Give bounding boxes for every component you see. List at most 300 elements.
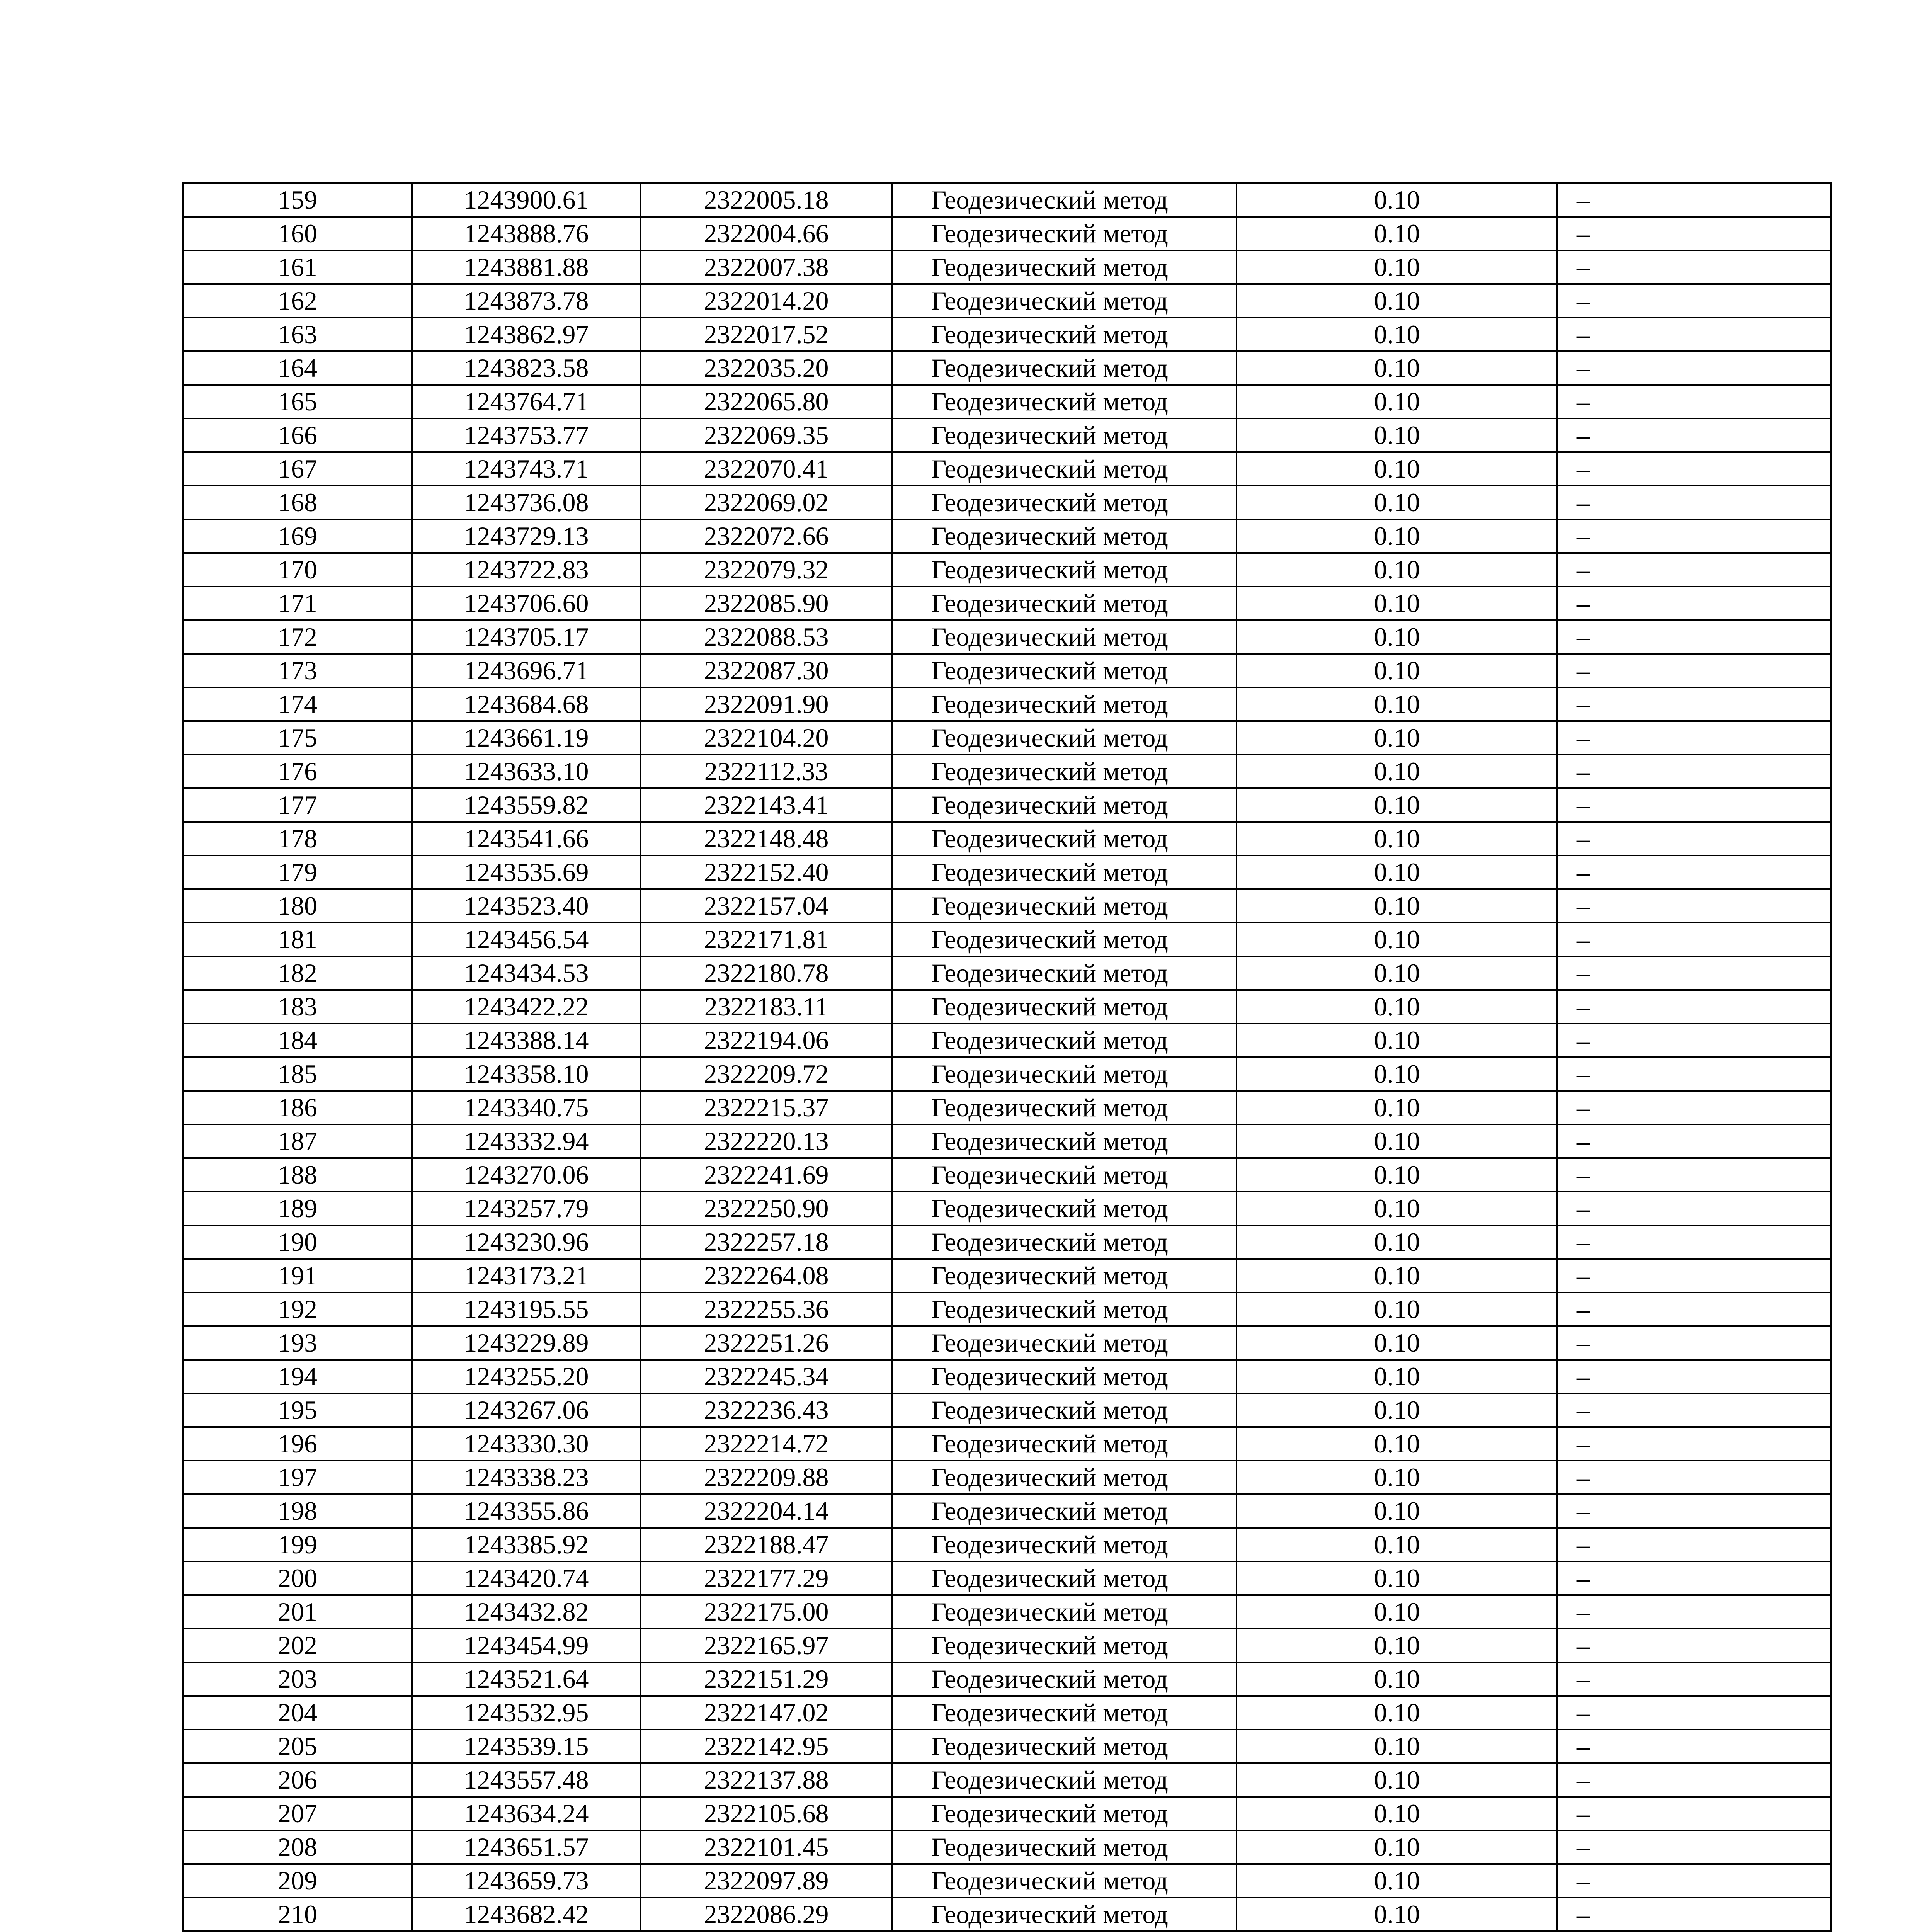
- note-cell: –: [1557, 654, 1831, 687]
- table-row: [183, 1326, 1831, 1360]
- method-cell: Геодезический метод: [892, 318, 1237, 351]
- note-cell: –: [1557, 1393, 1831, 1427]
- y-coordinate-cell: 2322065.80: [641, 385, 892, 418]
- point-number-cell: 196: [183, 1427, 412, 1461]
- note-cell: –: [1557, 1662, 1831, 1696]
- table-row: [183, 1360, 1831, 1393]
- x-coordinate-cell: 1243823.58: [412, 351, 641, 385]
- x-coordinate-cell: 1243229.89: [412, 1326, 641, 1360]
- note-cell: –: [1557, 889, 1831, 923]
- method-cell: Геодезический метод: [892, 1763, 1237, 1797]
- x-coordinate-cell: 1243705.17: [412, 620, 641, 654]
- point-number-cell: 190: [183, 1225, 412, 1259]
- table-row: [183, 486, 1831, 519]
- table-row: [183, 1259, 1831, 1293]
- x-coordinate-cell: 1243535.69: [412, 855, 641, 889]
- note-cell: –: [1557, 284, 1831, 318]
- y-coordinate-cell: 2322251.26: [641, 1326, 892, 1360]
- x-coordinate-cell: 1243532.95: [412, 1696, 641, 1730]
- table-row: [183, 1730, 1831, 1763]
- y-coordinate-cell: 2322070.41: [641, 452, 892, 486]
- accuracy-cell: 0.10: [1237, 990, 1557, 1024]
- x-coordinate-cell: 1243736.08: [412, 486, 641, 519]
- y-coordinate-cell: 2322014.20: [641, 284, 892, 318]
- y-coordinate-cell: 2322088.53: [641, 620, 892, 654]
- note-cell: –: [1557, 1461, 1831, 1494]
- note-cell: –: [1557, 1057, 1831, 1091]
- table-row: [183, 1124, 1831, 1158]
- note-cell: –: [1557, 318, 1831, 351]
- y-coordinate-cell: 2322245.34: [641, 1360, 892, 1393]
- y-coordinate-cell: 2322147.02: [641, 1696, 892, 1730]
- table-row: [183, 956, 1831, 990]
- y-coordinate-cell: 2322085.90: [641, 587, 892, 620]
- y-coordinate-cell: 2322091.90: [641, 687, 892, 721]
- point-number-cell: 187: [183, 1124, 412, 1158]
- point-number-cell: 181: [183, 923, 412, 956]
- y-coordinate-cell: 2322175.00: [641, 1595, 892, 1629]
- note-cell: –: [1557, 1595, 1831, 1629]
- accuracy-cell: 0.10: [1237, 1057, 1557, 1091]
- method-cell: Геодезический метод: [892, 1393, 1237, 1427]
- x-coordinate-cell: 1243888.76: [412, 217, 641, 250]
- table-row: [183, 1898, 1831, 1931]
- method-cell: Геодезический метод: [892, 553, 1237, 587]
- note-cell: –: [1557, 620, 1831, 654]
- y-coordinate-cell: 2322142.95: [641, 1730, 892, 1763]
- x-coordinate-cell: 1243764.71: [412, 385, 641, 418]
- note-cell: –: [1557, 1629, 1831, 1662]
- point-number-cell: 164: [183, 351, 412, 385]
- y-coordinate-cell: 2322183.11: [641, 990, 892, 1024]
- table-row: [183, 1662, 1831, 1696]
- accuracy-cell: 0.10: [1237, 1225, 1557, 1259]
- accuracy-cell: 0.10: [1237, 351, 1557, 385]
- accuracy-cell: 0.10: [1237, 788, 1557, 822]
- accuracy-cell: 0.10: [1237, 1024, 1557, 1057]
- method-cell: Геодезический метод: [892, 923, 1237, 956]
- method-cell: Геодезический метод: [892, 587, 1237, 620]
- method-cell: Геодезический метод: [892, 1629, 1237, 1662]
- method-cell: Геодезический метод: [892, 1158, 1237, 1192]
- y-coordinate-cell: 2322017.52: [641, 318, 892, 351]
- method-cell: Геодезический метод: [892, 1091, 1237, 1124]
- x-coordinate-cell: 1243432.82: [412, 1595, 641, 1629]
- accuracy-cell: 0.10: [1237, 1696, 1557, 1730]
- method-cell: Геодезический метод: [892, 1830, 1237, 1864]
- method-cell: Геодезический метод: [892, 1494, 1237, 1528]
- point-number-cell: 159: [183, 183, 412, 217]
- method-cell: Геодезический метод: [892, 486, 1237, 519]
- table-row: [183, 553, 1831, 587]
- table-row: [183, 1561, 1831, 1595]
- table-row: [183, 1629, 1831, 1662]
- method-cell: Геодезический метод: [892, 183, 1237, 217]
- y-coordinate-cell: 2322209.72: [641, 1057, 892, 1091]
- note-cell: –: [1557, 1024, 1831, 1057]
- x-coordinate-cell: 1243729.13: [412, 519, 641, 553]
- note-cell: –: [1557, 1528, 1831, 1561]
- accuracy-cell: 0.10: [1237, 217, 1557, 250]
- y-coordinate-cell: 2322112.33: [641, 755, 892, 788]
- table-row: [183, 1393, 1831, 1427]
- note-cell: –: [1557, 1225, 1831, 1259]
- y-coordinate-cell: 2322171.81: [641, 923, 892, 956]
- note-cell: –: [1557, 687, 1831, 721]
- note-cell: –: [1557, 1494, 1831, 1528]
- note-cell: –: [1557, 1360, 1831, 1393]
- method-cell: Геодезический метод: [892, 284, 1237, 318]
- point-number-cell: 198: [183, 1494, 412, 1528]
- point-number-cell: 165: [183, 385, 412, 418]
- y-coordinate-cell: 2322069.02: [641, 486, 892, 519]
- point-number-cell: 173: [183, 654, 412, 687]
- note-cell: –: [1557, 956, 1831, 990]
- note-cell: –: [1557, 1898, 1831, 1931]
- x-coordinate-cell: 1243355.86: [412, 1494, 641, 1528]
- accuracy-cell: 0.10: [1237, 318, 1557, 351]
- note-cell: –: [1557, 1259, 1831, 1293]
- accuracy-cell: 0.10: [1237, 1528, 1557, 1561]
- method-cell: Геодезический метод: [892, 1293, 1237, 1326]
- point-number-cell: 176: [183, 755, 412, 788]
- x-coordinate-cell: 1243338.23: [412, 1461, 641, 1494]
- point-number-cell: 177: [183, 788, 412, 822]
- note-cell: –: [1557, 990, 1831, 1024]
- table-row: [183, 889, 1831, 923]
- accuracy-cell: 0.10: [1237, 452, 1557, 486]
- accuracy-cell: 0.10: [1237, 587, 1557, 620]
- table-row: [183, 1091, 1831, 1124]
- method-cell: Геодезический метод: [892, 1461, 1237, 1494]
- x-coordinate-cell: 1243230.96: [412, 1225, 641, 1259]
- note-cell: –: [1557, 1864, 1831, 1898]
- point-number-cell: 183: [183, 990, 412, 1024]
- accuracy-cell: 0.10: [1237, 889, 1557, 923]
- x-coordinate-cell: 1243270.06: [412, 1158, 641, 1192]
- y-coordinate-cell: 2322264.08: [641, 1259, 892, 1293]
- table-row: [183, 250, 1831, 284]
- x-coordinate-cell: 1243255.20: [412, 1360, 641, 1393]
- x-coordinate-cell: 1243873.78: [412, 284, 641, 318]
- accuracy-cell: 0.10: [1237, 1561, 1557, 1595]
- method-cell: Геодезический метод: [892, 1124, 1237, 1158]
- accuracy-cell: 0.10: [1237, 486, 1557, 519]
- accuracy-cell: 0.10: [1237, 1158, 1557, 1192]
- table-row: [183, 1797, 1831, 1830]
- point-number-cell: 186: [183, 1091, 412, 1124]
- table-row: [183, 1763, 1831, 1797]
- x-coordinate-cell: 1243651.57: [412, 1830, 641, 1864]
- note-cell: –: [1557, 1192, 1831, 1225]
- y-coordinate-cell: 2322148.48: [641, 822, 892, 855]
- table-row: [183, 1225, 1831, 1259]
- point-number-cell: 169: [183, 519, 412, 553]
- point-number-cell: 161: [183, 250, 412, 284]
- x-coordinate-cell: 1243684.68: [412, 687, 641, 721]
- x-coordinate-cell: 1243862.97: [412, 318, 641, 351]
- table-row: [183, 284, 1831, 318]
- point-number-cell: 200: [183, 1561, 412, 1595]
- method-cell: Геодезический метод: [892, 351, 1237, 385]
- accuracy-cell: 0.10: [1237, 1461, 1557, 1494]
- x-coordinate-cell: 1243454.99: [412, 1629, 641, 1662]
- accuracy-cell: 0.10: [1237, 1293, 1557, 1326]
- method-cell: Геодезический метод: [892, 1730, 1237, 1763]
- accuracy-cell: 0.10: [1237, 1393, 1557, 1427]
- accuracy-cell: 0.10: [1237, 284, 1557, 318]
- point-number-cell: 168: [183, 486, 412, 519]
- point-number-cell: 193: [183, 1326, 412, 1360]
- point-number-cell: 163: [183, 318, 412, 351]
- x-coordinate-cell: 1243388.14: [412, 1024, 641, 1057]
- note-cell: –: [1557, 1561, 1831, 1595]
- table-row: [183, 822, 1831, 855]
- y-coordinate-cell: 2322079.32: [641, 553, 892, 587]
- accuracy-cell: 0.10: [1237, 1763, 1557, 1797]
- method-cell: Геодезический метод: [892, 1898, 1237, 1931]
- accuracy-cell: 0.10: [1237, 1797, 1557, 1830]
- point-number-cell: 202: [183, 1629, 412, 1662]
- method-cell: Геодезический метод: [892, 217, 1237, 250]
- y-coordinate-cell: 2322152.40: [641, 855, 892, 889]
- table-row: [183, 452, 1831, 486]
- table-row: [183, 1293, 1831, 1326]
- method-cell: Геодезический метод: [892, 1427, 1237, 1461]
- accuracy-cell: 0.10: [1237, 250, 1557, 284]
- x-coordinate-cell: 1243541.66: [412, 822, 641, 855]
- point-number-cell: 205: [183, 1730, 412, 1763]
- point-number-cell: 201: [183, 1595, 412, 1629]
- point-number-cell: 184: [183, 1024, 412, 1057]
- point-number-cell: 192: [183, 1293, 412, 1326]
- x-coordinate-cell: 1243358.10: [412, 1057, 641, 1091]
- table-row: [183, 990, 1831, 1024]
- accuracy-cell: 0.10: [1237, 1864, 1557, 1898]
- note-cell: –: [1557, 250, 1831, 284]
- point-number-cell: 188: [183, 1158, 412, 1192]
- accuracy-cell: 0.10: [1237, 1091, 1557, 1124]
- point-number-cell: 207: [183, 1797, 412, 1830]
- method-cell: Геодезический метод: [892, 452, 1237, 486]
- note-cell: –: [1557, 1730, 1831, 1763]
- note-cell: –: [1557, 923, 1831, 956]
- point-number-cell: 178: [183, 822, 412, 855]
- point-number-cell: 206: [183, 1763, 412, 1797]
- accuracy-cell: 0.10: [1237, 956, 1557, 990]
- x-coordinate-cell: 1243434.53: [412, 956, 641, 990]
- table-row: [183, 587, 1831, 620]
- accuracy-cell: 0.10: [1237, 183, 1557, 217]
- point-number-cell: 185: [183, 1057, 412, 1091]
- x-coordinate-cell: 1243539.15: [412, 1730, 641, 1763]
- method-cell: Геодезический метод: [892, 1057, 1237, 1091]
- point-number-cell: 180: [183, 889, 412, 923]
- note-cell: –: [1557, 1091, 1831, 1124]
- point-number-cell: 203: [183, 1662, 412, 1696]
- x-coordinate-cell: 1243267.06: [412, 1393, 641, 1427]
- point-number-cell: 189: [183, 1192, 412, 1225]
- method-cell: Геодезический метод: [892, 519, 1237, 553]
- method-cell: Геодезический метод: [892, 956, 1237, 990]
- x-coordinate-cell: 1243195.55: [412, 1293, 641, 1326]
- table-row: [183, 855, 1831, 889]
- note-cell: –: [1557, 452, 1831, 486]
- method-cell: Геодезический метод: [892, 788, 1237, 822]
- method-cell: Геодезический метод: [892, 1225, 1237, 1259]
- x-coordinate-cell: 1243521.64: [412, 1662, 641, 1696]
- accuracy-cell: 0.10: [1237, 1124, 1557, 1158]
- x-coordinate-cell: 1243659.73: [412, 1864, 641, 1898]
- note-cell: –: [1557, 822, 1831, 855]
- note-cell: –: [1557, 553, 1831, 587]
- point-number-cell: 209: [183, 1864, 412, 1898]
- method-cell: Геодезический метод: [892, 755, 1237, 788]
- x-coordinate-cell: 1243900.61: [412, 183, 641, 217]
- note-cell: –: [1557, 519, 1831, 553]
- x-coordinate-cell: 1243706.60: [412, 587, 641, 620]
- method-cell: Геодезический метод: [892, 1192, 1237, 1225]
- y-coordinate-cell: 2322157.04: [641, 889, 892, 923]
- table-row: [183, 318, 1831, 351]
- accuracy-cell: 0.10: [1237, 385, 1557, 418]
- note-cell: –: [1557, 855, 1831, 889]
- accuracy-cell: 0.10: [1237, 1662, 1557, 1696]
- note-cell: –: [1557, 385, 1831, 418]
- accuracy-cell: 0.10: [1237, 1192, 1557, 1225]
- y-coordinate-cell: 2322104.20: [641, 721, 892, 755]
- y-coordinate-cell: 2322204.14: [641, 1494, 892, 1528]
- accuracy-cell: 0.10: [1237, 1326, 1557, 1360]
- y-coordinate-cell: 2322097.89: [641, 1864, 892, 1898]
- table-row: [183, 183, 1831, 217]
- table-row: [183, 654, 1831, 687]
- method-cell: Геодезический метод: [892, 385, 1237, 418]
- accuracy-cell: 0.10: [1237, 418, 1557, 452]
- accuracy-cell: 0.10: [1237, 822, 1557, 855]
- note-cell: –: [1557, 418, 1831, 452]
- x-coordinate-cell: 1243753.77: [412, 418, 641, 452]
- method-cell: Геодезический метод: [892, 1326, 1237, 1360]
- table-row: [183, 1528, 1831, 1561]
- table-row: [183, 351, 1831, 385]
- point-number-cell: 194: [183, 1360, 412, 1393]
- method-cell: Геодезический метод: [892, 855, 1237, 889]
- note-cell: –: [1557, 721, 1831, 755]
- accuracy-cell: 0.10: [1237, 519, 1557, 553]
- table-row: [183, 217, 1831, 250]
- table-row: [183, 418, 1831, 452]
- method-cell: Геодезический метод: [892, 990, 1237, 1024]
- x-coordinate-cell: 1243173.21: [412, 1259, 641, 1293]
- y-coordinate-cell: 2322101.45: [641, 1830, 892, 1864]
- y-coordinate-cell: 2322151.29: [641, 1662, 892, 1696]
- note-cell: –: [1557, 788, 1831, 822]
- y-coordinate-cell: 2322087.30: [641, 654, 892, 687]
- point-number-cell: 204: [183, 1696, 412, 1730]
- table-row: [183, 1595, 1831, 1629]
- accuracy-cell: 0.10: [1237, 1595, 1557, 1629]
- accuracy-cell: 0.10: [1237, 687, 1557, 721]
- method-cell: Геодезический метод: [892, 1561, 1237, 1595]
- method-cell: Геодезический метод: [892, 1024, 1237, 1057]
- table-row: [183, 923, 1831, 956]
- x-coordinate-cell: 1243385.92: [412, 1528, 641, 1561]
- point-number-cell: 208: [183, 1830, 412, 1864]
- point-number-cell: 172: [183, 620, 412, 654]
- point-number-cell: 195: [183, 1393, 412, 1427]
- method-cell: Геодезический метод: [892, 654, 1237, 687]
- point-number-cell: 175: [183, 721, 412, 755]
- y-coordinate-cell: 2322004.66: [641, 217, 892, 250]
- accuracy-cell: 0.10: [1237, 1259, 1557, 1293]
- method-cell: Геодезический метод: [892, 1864, 1237, 1898]
- point-number-cell: 191: [183, 1259, 412, 1293]
- x-coordinate-cell: 1243420.74: [412, 1561, 641, 1595]
- y-coordinate-cell: 2322137.88: [641, 1763, 892, 1797]
- y-coordinate-cell: 2322086.29: [641, 1898, 892, 1931]
- accuracy-cell: 0.10: [1237, 1730, 1557, 1763]
- note-cell: –: [1557, 1326, 1831, 1360]
- method-cell: Геодезический метод: [892, 250, 1237, 284]
- accuracy-cell: 0.10: [1237, 755, 1557, 788]
- table-row: [183, 687, 1831, 721]
- point-number-cell: 170: [183, 553, 412, 587]
- method-cell: Геодезический метод: [892, 620, 1237, 654]
- x-coordinate-cell: 1243456.54: [412, 923, 641, 956]
- method-cell: Геодезический метод: [892, 1595, 1237, 1629]
- method-cell: Геодезический метод: [892, 1797, 1237, 1830]
- y-coordinate-cell: 2322188.47: [641, 1528, 892, 1561]
- accuracy-cell: 0.10: [1237, 1830, 1557, 1864]
- note-cell: –: [1557, 755, 1831, 788]
- accuracy-cell: 0.10: [1237, 1360, 1557, 1393]
- table-row: [183, 1024, 1831, 1057]
- point-number-cell: 162: [183, 284, 412, 318]
- x-coordinate-cell: 1243557.48: [412, 1763, 641, 1797]
- note-cell: –: [1557, 486, 1831, 519]
- table-row: [183, 788, 1831, 822]
- note-cell: –: [1557, 1293, 1831, 1326]
- point-number-cell: 166: [183, 418, 412, 452]
- method-cell: Геодезический метод: [892, 1696, 1237, 1730]
- accuracy-cell: 0.10: [1237, 1494, 1557, 1528]
- x-coordinate-cell: 1243881.88: [412, 250, 641, 284]
- note-cell: –: [1557, 351, 1831, 385]
- y-coordinate-cell: 2322177.29: [641, 1561, 892, 1595]
- method-cell: Геодезический метод: [892, 822, 1237, 855]
- y-coordinate-cell: 2322241.69: [641, 1158, 892, 1192]
- accuracy-cell: 0.10: [1237, 721, 1557, 755]
- note-cell: –: [1557, 217, 1831, 250]
- table-row: [183, 1494, 1831, 1528]
- method-cell: Геодезический метод: [892, 721, 1237, 755]
- coordinates-table: [182, 182, 1832, 1932]
- x-coordinate-cell: 1243523.40: [412, 889, 641, 923]
- note-cell: –: [1557, 1158, 1831, 1192]
- accuracy-cell: 0.10: [1237, 1427, 1557, 1461]
- y-coordinate-cell: 2322215.37: [641, 1091, 892, 1124]
- table-row: [183, 755, 1831, 788]
- x-coordinate-cell: 1243661.19: [412, 721, 641, 755]
- x-coordinate-cell: 1243743.71: [412, 452, 641, 486]
- accuracy-cell: 0.10: [1237, 855, 1557, 889]
- point-number-cell: 197: [183, 1461, 412, 1494]
- method-cell: Геодезический метод: [892, 889, 1237, 923]
- point-number-cell: 179: [183, 855, 412, 889]
- y-coordinate-cell: 2322035.20: [641, 351, 892, 385]
- note-cell: –: [1557, 1124, 1831, 1158]
